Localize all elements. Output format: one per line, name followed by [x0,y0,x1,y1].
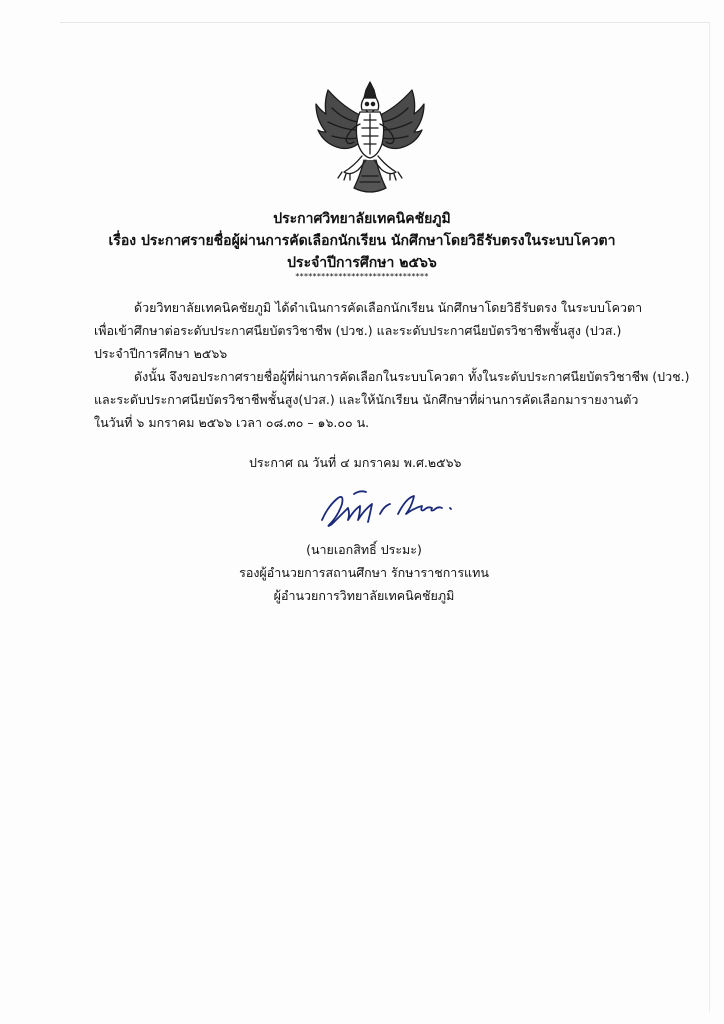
separator: ******************************* [295,272,429,281]
scan-edge [709,22,710,1012]
garuda-emblem-icon [314,80,426,196]
paragraph-line: ดังนั้น จึงขอประกาศรายชื่อผู้ที่ผ่านการคัดเลือกในระบบโควตา ทั้งในระดับประกาศนียบัตรวิชาชีพ (ปวช.) [134,369,690,384]
academic-year: ประจำปีการศึกษา ๒๕๖๖ [287,255,437,271]
announcement-date: ประกาศ ณ วันที่ ๔ มกราคม พ.ศ.๒๕๖๖ [249,455,462,470]
signatory-name: (นายเอกสิทธิ์ ประมะ) [306,542,422,557]
paragraph-line: ประจำปีการศึกษา ๒๕๖๖ [94,346,228,361]
signatory-acting-for: ผู้อำนวยการวิทยาลัยเทคนิคชัยภูมิ [273,588,455,603]
signatory-position: รองผู้อำนวยการสถานศึกษา รักษาราชการแทน [239,565,489,580]
paragraph-line: เพื่อเข้าศึกษาต่อระดับประกาศนียบัตรวิชาชีพ (ปวช.) และระดับประกาศนียบัตรวิชาชีพชั้นสูง (ปวส.) [94,323,622,338]
document-title: ประกาศวิทยาลัยเทคนิคชัยภูมิ [273,211,451,227]
paragraph-line: ในวันที่ ๖ มกราคม ๒๕๖๖ เวลา ๐๘.๓๐ – ๑๖.๐๐ น. [94,415,370,430]
scan-edge [60,22,710,23]
paragraph-line: ด้วยวิทยาลัยเทคนิคชัยภูมิ ได้ดำเนินการคัดเลือกนักเรียน นักศึกษาโดยวิธีรับตรง ในระบบโควตา [134,300,643,315]
handwritten-signature-icon [314,484,464,534]
paragraph-line: และระดับประกาศนียบัตรวิชาชีพชั้นสูง(ปวส.) และให้นักเรียน นักศึกษาที่ผ่านการคัดเลือกมารายงานตัว [94,392,639,407]
document-subject: เรื่อง ประกาศรายชื่อผู้ผ่านการคัดเลือกนักเรียน นักศึกษาโดยวิธีรับตรงในระบบโควตา [108,233,616,249]
